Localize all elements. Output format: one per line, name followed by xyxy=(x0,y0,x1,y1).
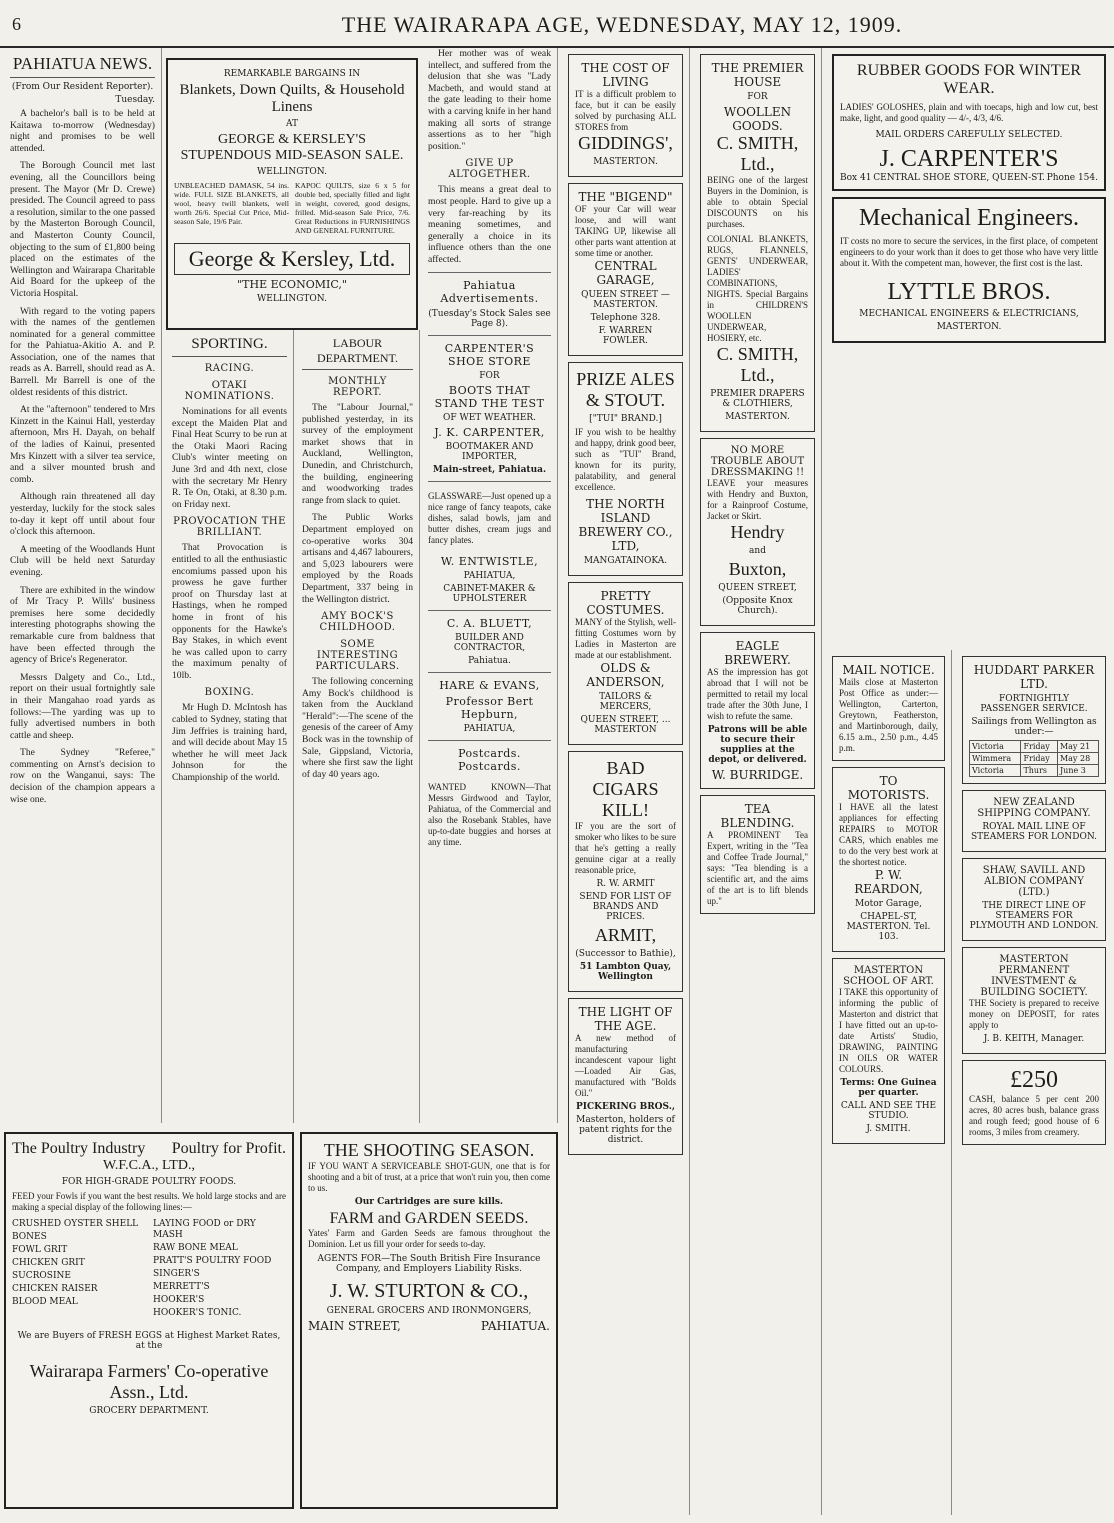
tea-blending-advert xyxy=(700,795,815,914)
entwistle-name: W. ENTWISTLE, xyxy=(440,554,539,568)
perm-text: THE Society is prepared to receive money on DEPOSIT, for rates apply to xyxy=(969,998,1099,1030)
entwistle-trade: CABINET-MAKER & UPHOLSTERER xyxy=(443,583,536,604)
giddings-name: GIDDINGS', xyxy=(578,133,673,153)
gk-economic: "THE ECONOMIC," xyxy=(237,278,347,291)
poultry-advert xyxy=(4,1132,294,1509)
mail-text: Mails close at Masterton Post Office as under:—Wellington, Carterton, Greytown, Featherston, and Martinborough, daily, 6.15 a.m., 2.50 p.m., 4.45 p.m. xyxy=(839,677,938,753)
motorists-text: I HAVE all the latest appliances for effecting REPAIRS to MOTOR CARS, which enables me to do the very best work at the shortest notice. xyxy=(839,802,938,867)
brewery-town: MANGATAINOKA. xyxy=(583,556,668,566)
news-paragraph: A meeting of the Woodlands Hunt Club will be held next Saturday evening. xyxy=(10,543,155,578)
farmers-assn: Wairarapa Farmers' Co-operative Assn., Ltd. xyxy=(29,1361,269,1402)
carpenter-address: CENTRAL SHOE STORE, QUEEN-ST. xyxy=(873,173,1045,183)
nz-sub: ROYAL MAIL LINE OF STEAMERS FOR LONDON. xyxy=(970,822,1098,842)
gk-left-text: UNBLEACHED DAMASK, 54 ins. wide. FULL SIZE BLANKETS, all wool, heavy twill blankets, well worth 26/6. Special Cut Price, Mid-season Sale, 19/6 Pair. xyxy=(174,181,289,226)
sturton-street: MAIN STREET, xyxy=(308,1319,401,1333)
column-four xyxy=(562,48,690,1515)
poultry-item: SUCROSINE xyxy=(12,1271,71,1281)
lyttle-name: LYTTLE BROS. xyxy=(887,279,1051,305)
art-jsmith: J. SMITH. xyxy=(866,1124,911,1134)
mail-orders: MAIL ORDERS CAREFULLY SELECTED. xyxy=(875,130,1063,140)
shaw-title: SHAW, SAVILL AND ALBION COMPANY (LTD.) xyxy=(982,865,1086,898)
school-of-art-advert xyxy=(832,958,945,1144)
huddart-title: HUDDART PARKER LTD. xyxy=(973,663,1095,691)
bluett-name: C. A. BLUETT, xyxy=(446,616,533,630)
amy-sub: SOME INTERESTING PARTICULARS. xyxy=(315,639,400,673)
column-six xyxy=(826,650,952,1515)
news-paragraph: The Sydney "Referee," commenting on Arnst's decision to row on the Wanganui, says: The decision of the champion appears a wise one. xyxy=(10,747,155,805)
send-for-list: SEND FOR LIST OF BRANDS AND PRICES. xyxy=(579,892,672,922)
csmith-town: MASTERTON. xyxy=(725,412,790,422)
art-terms: Terms: One Guinea per quarter. xyxy=(840,1078,937,1098)
poultry-item: CRUSHED OYSTER SHELL xyxy=(12,1219,139,1229)
poultry-heading-right: Poultry for Profit. xyxy=(171,1140,286,1157)
rubber-goods-advert xyxy=(832,54,1106,191)
jk-carpenter: J. K. CARPENTER, xyxy=(434,425,545,439)
cash-text: CASH, balance 5 per cent 200 acres, 80 acres bush, balance grass and rough feed; good house of 6 rooms, 3 miles from creamery. xyxy=(969,1094,1099,1137)
olds-trade: TAILORS & MERCERS, xyxy=(599,692,652,712)
poultry-item: HOOKER'S TONIC. xyxy=(153,1308,242,1318)
sporting-title: SPORTING. xyxy=(172,336,287,357)
news-paragraph: Although rain threatened all day yesterday, luckily for the stock sales to-day it kept off until about four o'clock this afternoon. xyxy=(10,491,155,538)
labour-title: LABOUR DEPARTMENT. xyxy=(302,336,413,370)
hepburn-name: Professor Bert Hepburn, xyxy=(445,694,534,721)
burridge-name: W. BURRIDGE. xyxy=(711,768,804,782)
postcards-heading: Postcards. Postcards. xyxy=(458,746,521,773)
light-of-age-advert xyxy=(568,998,683,1155)
premier-title: THE PREMIER HOUSE xyxy=(711,61,804,89)
carpenter-store-name: J. CARPENTER'S xyxy=(879,146,1059,172)
central-garage: CENTRAL GARAGE, xyxy=(594,259,657,287)
column-seven xyxy=(826,48,1112,648)
pickering-text: Masterton, holders of patent rights for the district. xyxy=(576,1115,675,1145)
jk-carpenter-trade: BOOTMAKER AND IMPORTER, xyxy=(445,441,534,462)
gk-at: AT xyxy=(285,119,298,129)
masthead xyxy=(0,0,1114,48)
premier-house-advert xyxy=(700,54,815,432)
perm-manager: J. B. KEITH, Manager. xyxy=(983,1034,1085,1044)
central-garage-address: QUEEN STREET — MASTERTON. xyxy=(581,290,670,310)
poultry-item: RAW BONE MEAL xyxy=(153,1243,238,1253)
poultry-item: CHICKEN RAISER xyxy=(12,1284,98,1294)
jk-carpenter-address: Main-street, Pahiatua. xyxy=(432,464,547,475)
byline: (From Our Resident Reporter). xyxy=(11,82,154,92)
boxing-label: BOXING. xyxy=(204,687,255,699)
huddart-sailings: Sailings from Wellington as under:— xyxy=(971,717,1097,737)
poultry-item: BLOOD MEAL xyxy=(12,1297,78,1307)
newspaper-title: THE WAIRARAPA AGE, WEDNESDAY, MAY 12, 1909. xyxy=(341,12,903,37)
warren-fowler: F. WARREN FOWLER. xyxy=(598,326,653,346)
mail-notice xyxy=(832,656,945,761)
poultry-item: BONES xyxy=(12,1232,47,1242)
csmith-name: C. SMITH, Ltd., xyxy=(716,133,799,174)
news-paragraph: At the "afternoon" tendered to Mrs Kinzett in the Kainui Hall, yesterday afternoon, Mrs H. Dayah, on behalf of the ladies of Kainui, presented Mrs Kinzett with a silver tea service, and a silver mounted brush and comb. xyxy=(10,404,155,485)
gk-headline: Blankets, Down Quilts, & Household Linens xyxy=(179,82,405,115)
column-pahiatua-news xyxy=(4,48,162,1123)
news-paragraph: With regard to the voting papers with the names of the gentlemen nominated for a general committee for the Pahiatua-Akitio A. and P. Association, one of the names that reads as A. Barrell, should read as A. Barrell. Mr Barrell is one of the oldest residents of this district. xyxy=(10,305,155,398)
sporting-paragraph: That Provocation is entitled to all the enthusiastic encomiums passed upon his prowess he gave further proof on Thursday last at Hastings, when he romped home in front of his opponents for the Hawke's Bay Stakes, in which event he was called upon to carry the maximum penalty of 10lb. xyxy=(172,542,287,681)
day-label: Tuesday. xyxy=(115,95,155,105)
cigars-title: BAD CIGARS KILL! xyxy=(592,758,659,820)
csmith-text: BEING one of the largest Buyers in the Dominion, is able to obtain Special DISCOUNTS on his purchases. xyxy=(707,175,808,229)
bigend-advert xyxy=(568,183,683,356)
armit-name: ARMIT, xyxy=(594,925,657,945)
prize-text: IF you wish to be healthy and happy, drink good beer, such as "TUI" Brand, known for its purity, palatability, and general excellence. xyxy=(575,427,676,492)
page-number: 6 xyxy=(12,14,21,34)
nz-shipping-advert xyxy=(962,790,1106,852)
motorists-advert xyxy=(832,767,945,952)
art-call: CALL AND SEE THE STUDIO. xyxy=(840,1101,937,1121)
news-paragraph: Messrs Dalgety and Co., Ltd., report on their usual fortnightly sale in their Mangahao road yards as follows:—The yarding was up to fully advertised numbers in both cattle and sheep. xyxy=(10,671,155,741)
table-row: Wimmera Friday May 28 xyxy=(970,753,1099,765)
hendry-and: and xyxy=(749,546,766,556)
eagle-title: EAGLE BREWERY. xyxy=(724,639,791,667)
cost-title: THE COST OF LIVING xyxy=(581,61,670,89)
nz-title: NEW ZEALAND SHIPPING COMPANY. xyxy=(977,797,1091,819)
patrons-line: Patrons will be able to secure their supplies at the depot, or delivered. xyxy=(707,725,808,765)
poultry-item: FOWL GRIT xyxy=(12,1245,68,1255)
csmith-name-2: C. SMITH, Ltd., xyxy=(716,344,799,385)
carpenter-phone: Phone 154. xyxy=(1046,173,1098,183)
pickering-name: PICKERING BROS., xyxy=(576,1102,675,1112)
hare-evans: HARE & EVANS, xyxy=(439,678,540,692)
gk-firm: George & Kersley, Ltd. xyxy=(174,243,410,275)
agents-line: AGENTS FOR—The South British Fire Insurance Company, and Employers Liability Risks. xyxy=(317,1254,541,1274)
sturton-trade: GENERAL GROCERS AND IRONMONGERS, xyxy=(326,1306,532,1316)
sturton-firm: J. W. STURTON & CO., xyxy=(329,1280,529,1302)
george-kersley-advert xyxy=(166,58,418,330)
col3-paragraph: This means a great deal to most people. Hard to give up a very far-reaching by its meaning sometimes, and generally a choice in its influence others than the one affected. xyxy=(428,184,551,265)
tea-title: TEA BLENDING. xyxy=(720,802,795,830)
sporting-paragraph: Nominations for all events except the Maiden Plat and Final Heat Scurry to be run at the Otaki Maori Racing Club's winter meeting on June 3rd and 4th next, close with the secretary Mr Henry R. Te On, Otaki, at 8.30 p.m. on Friday next. xyxy=(172,406,287,510)
art-text: I TAKE this opportunity of informing the public of Masterton and district that I have fitted out an up-to-date Artists' Studio, DRAWING, PAINTING IN OILS OR WATER COLOURS. xyxy=(839,987,938,1074)
gk-sale: GEORGE & KERSLEY'S STUPENDOUS MID-SEASON SALE. xyxy=(180,132,404,163)
central-garage-phone: Telephone 328. xyxy=(590,313,661,323)
cash-advert xyxy=(962,1060,1106,1145)
labour-paragraph: The following concerning Amy Bock's childhood is taken from the Auckland "Herald":—The scene of the genesis of the career of Amy Bock was in the township of Sale, Gippsland, Victoria, where she first saw the light of day 40 years ago. xyxy=(302,676,413,780)
col3-paragraph: Her mother was of weak intellect, and suffered from the delusion that she was "Lady Macbeth, and would stand at the gate leading to their home with a carving knife in her hand making all sorts of strange assertions as to her "high position." xyxy=(428,48,551,152)
light-text: A new method of manufacturing incandescent vapour light—Loaded Air Gas, manufactured with "Bolds Oil." xyxy=(575,1033,676,1098)
poultry-item: SINGER'S xyxy=(153,1269,200,1279)
poultry-buyers: We are Buyers of FRESH EGGS at Highest Market Rates, at the xyxy=(17,1331,281,1351)
cost-text: IT is a difficult problem to face, but it can be easily solved by purchasing ALL STORES from xyxy=(575,89,676,132)
light-title: THE LIGHT OF THE AGE. xyxy=(578,1005,673,1033)
shooting-title: THE SHOOTING SEASON. xyxy=(323,1140,535,1160)
dressmaking-advert xyxy=(700,438,815,626)
labour-paragraph: The "Labour Journal," published yesterday, in its survey of the employment market shows that in Auckland, Wellington, Dunedin, and Christchurch, the building, engineering and woodworking trades range from slack to quiet. xyxy=(302,402,413,506)
colonial-text: COLONIAL BLANKETS, RUGS, FLANNELS, GENTS' UNDERWEAR, LADIES' COMBINATIONS, NIGHTS. Special Bargains in CHILDREN'S WOOLLEN UNDERWEAR, HOSIERY, etc. xyxy=(707,234,808,343)
poultry-item: PRATT'S POULTRY FOOD xyxy=(153,1256,272,1266)
tui-brand: ["TUI" BRAND.] xyxy=(589,414,662,424)
gk-city2: WELLINGTON. xyxy=(257,294,327,304)
premier-for: FOR xyxy=(747,92,768,102)
news-paragraph: The Borough Council met last evening, all the Councillors being present. The Mayor (Mr D. Crewe) presided. The Council agreed to pass a resolution, similar to the one passed by the Masterton Borough Council, and Masterton County Council, objecting to the sum of £1,800 being placed on the estimates of the Wellington and Wairarapa Charitable Aid Board for the upkeep of the Victoria Hospital. xyxy=(10,160,155,299)
pretty-title: PRETTY COSTUMES. xyxy=(586,589,665,617)
mech-text: IT costs no more to secure the services, in the first place, of competent engineers to do your work than it does to get those who have very little about it. With the competent man, however, the first cost is the last. xyxy=(840,236,1098,268)
mechanical-engineers-advert xyxy=(832,197,1106,343)
nomore-title: NO MORE TROUBLE ABOUT DRESSMAKING !! xyxy=(710,445,805,478)
nomore-text: LEAVE your measures with Hendry and Buxton, for a Rainproof Costume, Jacket or Skirt. xyxy=(707,478,808,521)
rubber-title: RUBBER GOODS FOR WINTER WEAR. xyxy=(856,62,1082,97)
yates-text: Yates' Farm and Garden Seeds are famous throughout the Dominion. Let us fill your order for seeds to-day. xyxy=(308,1228,550,1249)
poultry-intro: FEED your Fowls if you want the best results. We hold large stocks and are making a special display of the following lines:— xyxy=(12,1191,286,1212)
eagle-brewery-advert xyxy=(700,632,815,789)
hendry-opposite: (Opposite Knox Church). xyxy=(722,596,793,616)
provocation-label: PROVOCATION THE BRILLIANT. xyxy=(173,516,286,539)
shaw-savill-advert xyxy=(962,858,1106,941)
poultry-item: HOOKER'S xyxy=(153,1295,205,1305)
olds-name: OLDS & ANDERSON, xyxy=(586,661,665,689)
huddart-parker-advert xyxy=(962,656,1106,784)
tea-text: A PROMINENT Tea Expert, writing in the "Tea and Coffee Trade Journal," says: "Tea blending is a scientific art, and the aims of the art is to lift blends up." xyxy=(707,830,808,906)
bad-cigars-advert xyxy=(568,751,683,992)
lyttle-trade: MECHANICAL ENGINEERS & ELECTRICIANS, xyxy=(859,309,1079,319)
mail-title: MAIL NOTICE. xyxy=(842,663,935,677)
woollen-goods: WOOLLEN GOODS. xyxy=(723,105,792,133)
poultry-heading-left: The Poultry Industry xyxy=(12,1140,146,1157)
column-three xyxy=(422,48,558,1123)
olds-address: QUEEN STREET, ... MASTERTON xyxy=(580,715,671,735)
grocery-dept: GROCERY DEPARTMENT. xyxy=(89,1406,209,1416)
bluett-trade: BUILDER AND CONTRACTOR, xyxy=(453,632,526,653)
labour-sub: MONTHLY REPORT. xyxy=(328,376,387,398)
rw-armit: R. W. ARMIT xyxy=(596,879,655,889)
column-five xyxy=(694,48,822,1515)
pahiatua-adverts-title: Pahiatua Advertisements. xyxy=(440,278,539,305)
cash-amount: £250 xyxy=(1010,1067,1058,1093)
bigend-title: THE "BIGEND" xyxy=(578,190,673,204)
sturton-town: PAHIATUA. xyxy=(480,1319,550,1333)
gk-right-text: KAPOC QUILTS, size 6 x 5 for double bed, specially filled and light in weight, covered, good designs, frilled. Mid-season Sale Price, 7/6. Great Reductions in FURNISHINGS AND GENERAL FURNITURE. xyxy=(295,181,410,235)
motorists-title: TO MOTORISTS. xyxy=(847,774,930,802)
shooting-text: IF YOU WANT A SERVICEABLE SHOT-GUN, one that is for shooting and a bit of trust, at a price that won't ruin you, then come to us. xyxy=(308,1161,550,1193)
table-row: Victoria Thurs June 3 xyxy=(970,765,1099,777)
news-paragraph: There are exhibited in the window of Mr Tracy P. Wills' business premises here some decidedly interesting photographs showing the remarkable cure from baldness that have been effected through the agency of Brice's Regenerator. xyxy=(10,584,155,666)
armit-successor: (Successor to Bathie), xyxy=(575,949,676,959)
bluett-town: Pahiatua. xyxy=(468,655,511,666)
poultry-item: MERRETT'S xyxy=(153,1282,210,1292)
boots-line2: OF WET WEATHER. xyxy=(442,412,537,423)
cartridges-line: Our Cartridges are sure kills. xyxy=(354,1197,504,1207)
wanted-known-text: WANTED KNOWN—That Messrs Girdwood and Taylor, Pahiatua, of the Commercial and also the Rosebank Stables, have up-to-date buggies and horses at any time. xyxy=(428,781,551,847)
poultry-item: CHICKEN GRIT xyxy=(12,1258,85,1268)
column-labour xyxy=(296,330,420,1123)
reardon-garage: Motor Garage, xyxy=(854,899,922,909)
news-paragraph: A bachelor's ball is to be held at Kaitawa to-morrow (Wednesday) night and promises to be well attended. xyxy=(10,108,155,154)
prize-ales-advert xyxy=(568,362,683,576)
reardon-name: P. W. REARDON, xyxy=(854,868,923,896)
buxton-name: Buxton, xyxy=(728,559,787,579)
mech-title: Mechanical Engineers. xyxy=(859,205,1079,231)
carpenter-shoe-store: CARPENTER'S SHOE STORE xyxy=(444,341,535,368)
racing-label: RACING. xyxy=(204,363,255,374)
permanent-investment-advert xyxy=(962,947,1106,1054)
glassware-text: GLASSWARE—Just opened up a nice range of fancy teapots, cake dishes, salad bowls, jam and butter dishes, cream jugs and fancy plates. xyxy=(428,490,551,545)
armit-address: 51 Lambton Quay, Wellington xyxy=(579,962,672,982)
huddart-service: FORTNIGHTLY PASSENGER SERVICE. xyxy=(980,694,1088,714)
cost-of-living-advert xyxy=(568,54,683,177)
eagle-text: AS the impression has got abroad that I will not be permitted to retail my local trade after the 30th June, I wish to refute the same. xyxy=(707,667,808,721)
poultry-item: LAYING FOOD or DRY MASH xyxy=(153,1219,256,1240)
giddings-town: MASTERTON. xyxy=(593,157,658,167)
goloshes-text: LADIES' GOLOSHES, plain and with toecaps, high and low cut, best make, light, and good quality — 4/-, 4/3, 4/6. xyxy=(840,102,1098,123)
gk-city: WELLINGTON. xyxy=(257,167,327,177)
pretty-text: MANY of the Stylish, well-fitting Costumes worn by Ladies in Masterton are made at our establishment. xyxy=(575,617,676,660)
perm-title: MASTERTON PERMANENT INVESTMENT & BUILDING SOCIETY. xyxy=(980,954,1088,998)
carpenter-box: Box 41 xyxy=(840,173,872,183)
labour-paragraph: The Public Works Department employed on co-operative works 304 artisans and 4,467 labourers, and 5,023 labourers were employed by the Roads Department, 337 being in the Wellington district. xyxy=(302,512,413,605)
give-up-title: GIVE UP ALTOGETHER. xyxy=(448,158,531,181)
csmith-trade: PREMIER DRAPERS & CLOTHIERS, xyxy=(710,389,805,409)
art-title: MASTERTON SCHOOL OF ART. xyxy=(843,965,934,987)
sailings-table xyxy=(969,740,1099,777)
amy-title: AMY BOCK'S CHILDHOOD. xyxy=(319,611,396,634)
table-row: Victoria Friday May 21 xyxy=(970,741,1099,753)
sporting-paragraph: Mr Hugh D. McIntosh has cabled to Sydney, stating that Jim Jeffries is training hard, and will decide about May 15 whether he will meet Jack Johnson for the Championship of the world. xyxy=(172,702,287,784)
reardon-address: CHAPEL-ST, MASTERTON. Tel. 103. xyxy=(846,912,931,942)
hendry-street: QUEEN STREET, xyxy=(718,583,797,593)
lyttle-town: MASTERTON. xyxy=(936,322,1002,332)
cigars-text: IF you are the sort of smoker who likes to be sure that he's getting a really genuine cigar at a really reasonable price, xyxy=(575,821,676,875)
hepburn-town: PAHIATUA, xyxy=(463,723,516,734)
wfca-name: W.F.C.A., LTD., xyxy=(103,1158,195,1173)
carpenter-for: FOR xyxy=(479,370,500,381)
pahiatua-news-title: PAHIATUA NEWS. xyxy=(10,54,155,78)
column-shipping xyxy=(956,650,1112,1515)
wfca-sub: FOR HIGH-GRADE POULTRY FOODS. xyxy=(61,1177,237,1187)
bigend-text: OF your Car will wear loose, and will want TAKING UP, likewise all other parts want attention at some time or another. xyxy=(575,204,676,258)
pretty-costumes-advert xyxy=(568,582,683,745)
brewery-name: THE NORTH ISLAND BREWERY CO., LTD, xyxy=(578,497,673,553)
boots-line: BOOTS THAT STAND THE TEST xyxy=(434,383,545,410)
pahiatua-adverts-note: (Tuesday's Stock Sales see Page 8). xyxy=(428,308,551,329)
prize-title: PRIZE ALES & STOUT. xyxy=(576,369,675,410)
farm-seeds-title: FARM and GARDEN SEEDS. xyxy=(329,1210,529,1227)
shooting-season-advert xyxy=(300,1132,558,1509)
shaw-sub: THE DIRECT LINE OF STEAMERS FOR PLYMOUTH AND LONDON. xyxy=(969,901,1099,931)
otaki-label: OTAKI NOMINATIONS. xyxy=(184,380,275,402)
column-sporting xyxy=(166,330,294,1123)
hendry-name: Hendry xyxy=(730,522,785,542)
gk-remark: REMARKABLE BARGAINS IN xyxy=(223,69,361,79)
entwistle-town: PAHIATUA, xyxy=(463,570,516,581)
